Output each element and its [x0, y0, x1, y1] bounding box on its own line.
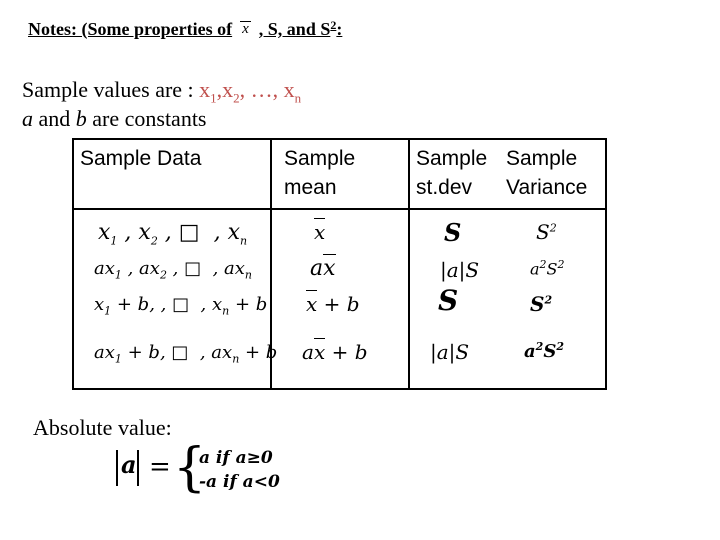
abs-lhs: a	[121, 450, 137, 479]
sample-values-label: Sample values are :	[22, 77, 200, 102]
title-xbar: x	[242, 21, 249, 37]
sample-values-list: $x_1,x_2$, …, $x_n$	[199, 77, 302, 106]
header-sample-variance: Sample Variance	[506, 147, 588, 199]
row2-data: $ax_1$ , $ax_2$ , □ , $ax_n$	[94, 258, 253, 282]
row4-var: $a^2S^2$	[524, 340, 564, 362]
constants-rest: are constants	[86, 106, 207, 131]
abs-brace: {	[173, 438, 207, 498]
constants-line	[22, 106, 207, 132]
constants-and: and	[33, 106, 76, 131]
abs-case-1	[199, 448, 273, 468]
row4-data: $ax_1 + b$, □ , $ax_n + b$	[94, 342, 278, 366]
abs-equals: =	[149, 452, 171, 482]
header-sample-data: Sample Data	[80, 147, 202, 170]
row2-sd: |a|S	[440, 258, 480, 282]
title-suffix-sup: 2	[330, 18, 337, 32]
title-suffix: , S, and S	[258, 19, 331, 39]
abs-case-1-text: a if a≥0	[199, 448, 273, 468]
row1-sd: S	[444, 218, 462, 247]
row4-mean: ax + b	[302, 340, 368, 364]
row1-var: $S^2$	[536, 220, 557, 244]
row1-data: $x_1$ , $x_2$ , □ , $x_n$	[98, 220, 248, 248]
absolute-value-label: Absolute value:	[33, 415, 172, 440]
constant-a: a	[22, 106, 33, 131]
row2-mean: ax	[310, 256, 336, 281]
row4-sd: |a|S	[430, 340, 470, 364]
abs-bar-right	[137, 450, 139, 486]
row3-sd: S	[438, 284, 459, 317]
sample-values-line	[22, 77, 301, 106]
title-suffix-colon: :	[336, 19, 343, 39]
header-sample-mean: Sample mean	[284, 147, 356, 199]
table-divider	[408, 140, 410, 388]
header-sample-stdev: Sample st.dev	[416, 147, 488, 199]
abs-case-2-text: -a if a<0	[199, 472, 280, 492]
title-prefix: Notes: (Some properties of	[28, 19, 233, 39]
row3-mean: x + b	[306, 292, 360, 316]
properties-table	[72, 138, 607, 390]
page-title	[28, 18, 342, 40]
row1-mean: x	[314, 220, 326, 244]
abs-case-2	[199, 472, 280, 492]
abs-bar-left	[116, 450, 118, 486]
row3-var: $S^2$	[530, 292, 553, 316]
row3-data: $x_1 + b$, , □ , $x_n + b$	[94, 294, 268, 318]
constant-b: b	[75, 106, 87, 131]
absolute-value-definition	[115, 438, 345, 498]
row2-var: $a^2S^2$	[530, 258, 565, 279]
table-header-divider	[74, 208, 605, 210]
